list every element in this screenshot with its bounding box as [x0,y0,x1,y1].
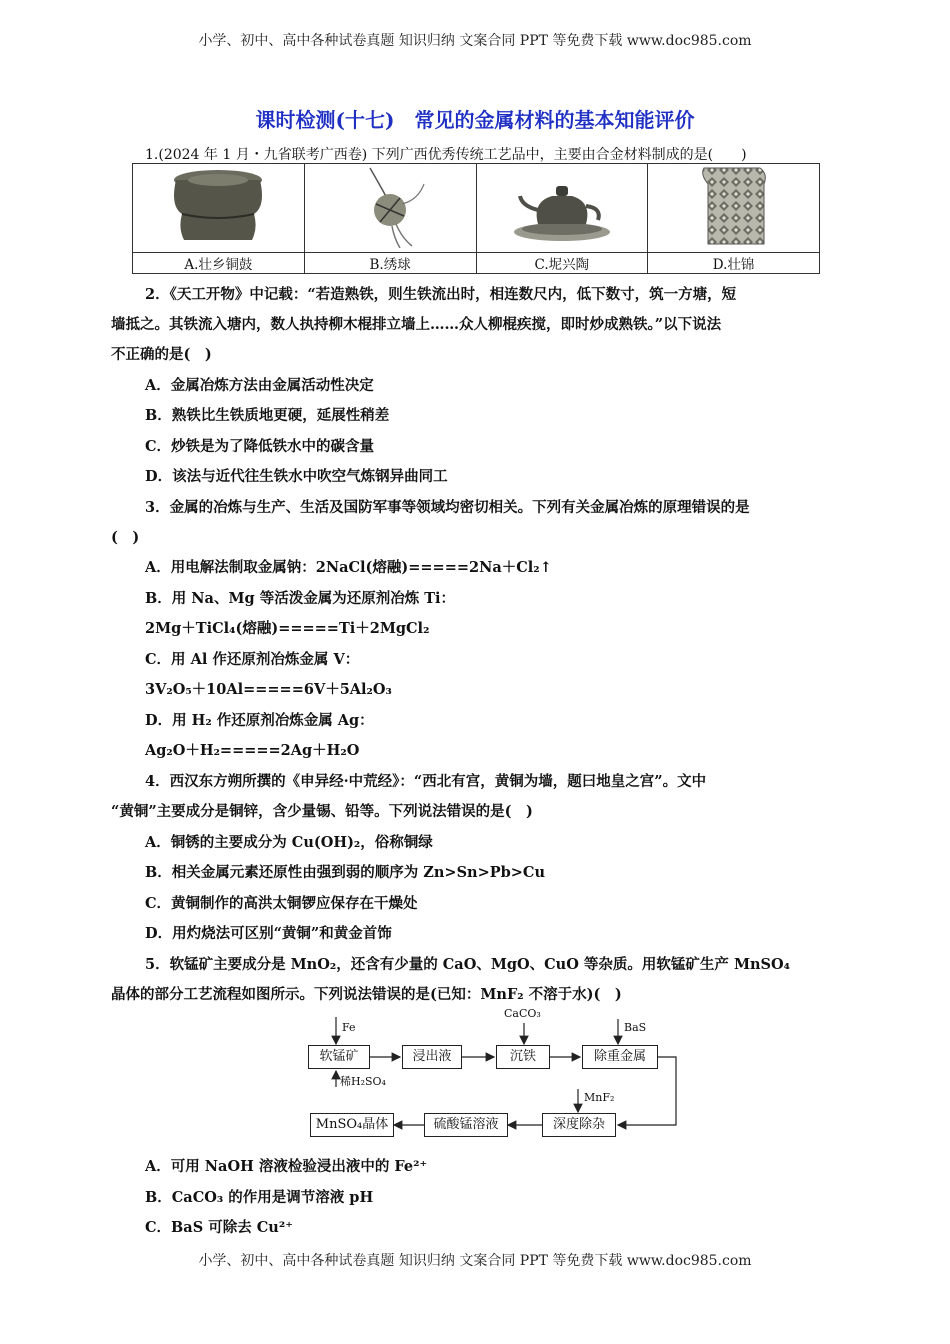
q1-option-a: A.壮乡铜鼓 [133,253,305,274]
flow-box-leachate: 浸出液 [402,1045,462,1069]
q2-option-b: B．熟铁比生铁质地更硬，延展性稍差 [145,407,390,424]
q5-option-b: B．CaCO₃ 的作用是调节溶液 pH [145,1189,374,1206]
q2-option-d: D．该法与近代往生铁水中吹空气炼钢异曲同工 [145,468,448,485]
q2-stem-line2: 墙抵之。其铁流入塘内，数人执持柳木棍排立墙上……众人柳棍疾搅，即时炒成熟铁。”以下说法 [111,316,722,333]
q3-stem-line2: ( ) [111,529,140,546]
flow-input-bas: BaS [624,1021,647,1034]
q5-stem-line2: 晶体的部分工艺流程如图所示。下列说法错误的是(已知：MnF₂ 不溶于水)( ) [111,986,622,1003]
flow-input-mnf2: MnF₂ [584,1091,615,1104]
page-title: 课时检测(十七) 常见的金属材料的基本知能评价 [255,108,695,132]
q1-stem: 1.(2024 年 1 月・九省联考广西卷) 下列广西优秀传统工艺品中，主要由合金材料制成的是( ) [145,147,747,163]
q5-option-a: A．可用 NaOH 溶液检验浸出液中的 Fe²⁺ [145,1158,428,1175]
q2-option-c: C．炒铁是为了降低铁水中的碳含量 [145,438,375,455]
q4-stem-line1: 4．西汉东方朔所撰的《申异经·中荒经》：“西北有宫，黄铜为墙，题曰地皇之宫”。文中 [145,773,707,790]
flow-box-manganese-sulfate-solution: 硫酸锰溶液 [424,1113,508,1137]
q1-option-d: D.壮锦 [648,253,820,274]
flow-box-iron-precipitation: 沉铁 [496,1045,550,1069]
flow-box-deep-purification: 深度除杂 [542,1113,616,1137]
q4-option-c: C．黄铜制作的高洪太铜锣应保存在干燥处 [145,895,418,912]
page-header: 小学、初中、高中各种试卷真题 知识归纳 文案合同 PPT 等免费下载 www.doc985.com [198,33,752,49]
flow-box-pyrolusite: 软锰矿 [308,1045,370,1069]
q4-stem-line2: “黄铜”主要成分是铜锌，含少量锡、铅等。下列说法错误的是( ) [111,803,533,820]
q4-option-a: A．铜锈的主要成分为 Cu(OH)₂，俗称铜绿 [145,834,433,851]
q4-option-b: B．相关金属元素还原性由强到弱的顺序为 Zn>Sn>Pb>Cu [145,864,546,881]
q2-stem-line3: 不正确的是( ) [111,346,212,363]
q3-option-c-equation: 3V₂O₅＋10Al=====6V＋5Al₂O₃ [145,681,392,698]
embroidered-ball-image [304,164,476,253]
q1-option-c: C.坭兴陶 [476,253,648,274]
q3-option-b-equation: 2Mg＋TiCl₄(熔融)=====Ti＋2MgCl₂ [145,620,430,637]
q1-image-table [132,163,820,274]
q2-option-a: A．金属冶炼方法由金属活动性决定 [145,377,374,394]
q1-option-b: B.绣球 [304,253,476,274]
q3-option-b: B．用 Na、Mg 等活泼金属为还原剂冶炼 Ti： [145,590,456,607]
q3-option-a: A．用电解法制取金属钠：2NaCl(熔融)=====2Na＋Cl₂↑ [145,559,552,576]
flow-box-mnso4-crystal: MnSO₄晶体 [310,1113,394,1137]
nixing-pottery-teapot-image [476,164,648,253]
flow-input-fe: Fe [342,1021,356,1034]
q4-option-d: D．用灼烧法可区别“黄铜”和黄金首饰 [145,925,392,942]
bronze-drum-image [133,164,305,253]
flow-input-caco3: CaCO₃ [504,1007,541,1020]
flow-box-heavy-metal-removal: 除重金属 [582,1045,658,1069]
page-footer: 小学、初中、高中各种试卷真题 知识归纳 文案合同 PPT 等免费下载 www.doc985.com [198,1253,752,1269]
flow-input-dilute-h2so4: 稀H₂SO₄ [340,1075,386,1088]
q2-stem-line1: 2．《天工开物》中记载：“若造熟铁，则生铁流出时，相连数尺内，低下数寸，筑一方塘，短 [145,286,737,303]
q3-option-d: D．用 H₂ 作还原剂冶炼金属 Ag： [145,712,374,729]
q5-stem-line1: 5．软锰矿主要成分是 MnO₂，还含有少量的 CaO、MgO、CuO 等杂质。用软锰矿生产 MnSO₄ [145,956,790,973]
q3-option-c: C．用 Al 作还原剂冶炼金属 V： [145,651,360,668]
q5-option-c: C．BaS 可除去 Cu²⁺ [145,1219,293,1236]
q3-stem-line1: 3．金属的冶炼与生产、生活及国防军事等领域均密切相关。下列有关金属冶炼的原理错误的是 [145,499,750,516]
zhuang-brocade-image [648,164,820,253]
q3-option-d-equation: Ag₂O＋H₂=====2Ag＋H₂O [145,742,360,759]
process-flow-diagram [300,1005,690,1145]
